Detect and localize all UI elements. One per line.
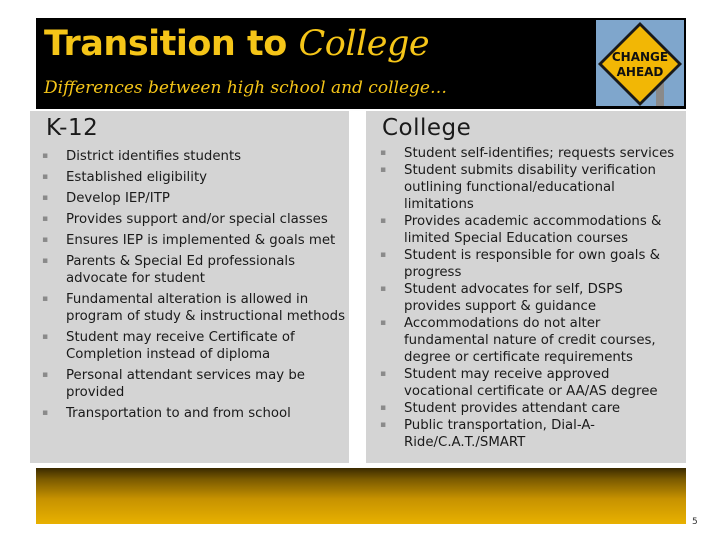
list-item: ▪ Ensures IEP is implemented & goals met	[42, 233, 336, 248]
slide-title	[44, 24, 429, 64]
bullet-icon: ▪	[42, 294, 49, 304]
bullet-icon: ▪	[42, 370, 49, 380]
bullet-icon: ▪	[380, 318, 387, 328]
college-heading: College	[382, 115, 472, 141]
road-sign-icon	[596, 20, 684, 106]
title-banner	[36, 18, 686, 109]
sign-line1: CHANGE	[611, 50, 669, 64]
bullet-icon: ▪	[380, 420, 387, 430]
list-item: ▪ Fundamental alteration is allowed in program of study & instructional methods	[42, 292, 346, 324]
slide-subtitle: Differences between high school and college…	[44, 78, 447, 98]
title-prefix: Transition to	[44, 24, 287, 64]
list-item: ▪ Student advocates for self, DSPS provides support & guidance	[380, 282, 623, 314]
list-item: ▪ Parents & Special Ed professionals advocate for student	[42, 254, 296, 286]
list-item: ▪ District identifies students	[42, 149, 242, 164]
bullet-icon: ▪	[42, 235, 49, 245]
bullet-icon: ▪	[42, 172, 49, 182]
list-item: ▪ Develop IEP/ITP	[42, 191, 170, 206]
bullet-icon: ▪	[42, 151, 49, 161]
list-item: ▪ Student may receive approved vocational certificate or AA/AS degree	[380, 367, 658, 399]
bullet-icon: ▪	[380, 250, 387, 260]
page-number: 5	[692, 517, 698, 527]
footer-gradient-bar	[36, 468, 686, 524]
list-item: ▪ Student provides attendant care	[380, 401, 621, 416]
list-item: ▪ Student may receive Certificate of Completion instead of diploma	[42, 330, 295, 362]
k12-heading: K-12	[46, 115, 99, 141]
bullet-icon: ▪	[380, 284, 387, 294]
bullet-icon: ▪	[380, 165, 387, 175]
bullet-icon: ▪	[42, 256, 49, 266]
list-item: ▪ Student is responsible for own goals & progress	[380, 248, 660, 280]
list-item: ▪ Accommodations do not alter fundamental nature of credit courses, degree or certificate requirements	[380, 316, 656, 365]
bullet-icon: ▪	[42, 408, 49, 418]
list-item: ▪ Provides support and/or special classes	[42, 212, 328, 227]
list-item: ▪ Student self-identifies; requests services	[380, 146, 675, 161]
college-column	[366, 111, 686, 463]
bullet-icon: ▪	[380, 148, 387, 158]
bullet-icon: ▪	[380, 369, 387, 379]
list-item: ▪ Transportation to and from school	[42, 406, 291, 421]
list-item: ▪ Provides academic accommodations & limited Special Education courses	[380, 214, 662, 246]
list-item: ▪ Personal attendant services may be provided	[42, 368, 305, 400]
bullet-icon: ▪	[380, 403, 387, 413]
k12-list	[40, 148, 345, 426]
title-italic: College	[298, 24, 430, 64]
sign-line2: AHEAD	[616, 65, 664, 79]
list-item: ▪ Public transportation, Dial-A-Ride/C.A.T./SMART	[380, 418, 595, 450]
bullet-icon: ▪	[380, 216, 387, 226]
college-list	[378, 145, 678, 451]
bullet-icon: ▪	[42, 332, 49, 342]
bullet-icon: ▪	[42, 193, 49, 203]
list-item: ▪ Student submits disability verification outlining functional/educational limitations	[380, 163, 656, 212]
bullet-icon: ▪	[42, 214, 49, 224]
k12-column	[30, 111, 349, 463]
change-ahead-sign-image	[596, 20, 684, 106]
list-item: ▪ Established eligibility	[42, 170, 208, 185]
